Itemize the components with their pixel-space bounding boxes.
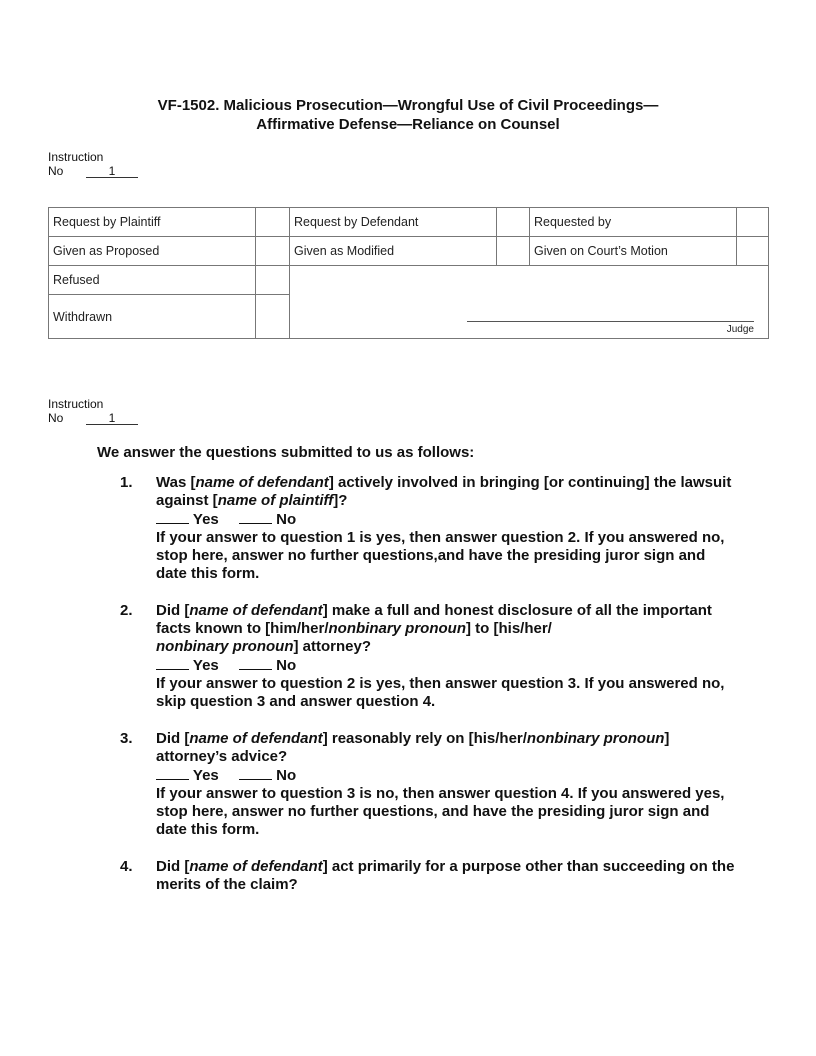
given-as-proposed-box[interactable] bbox=[256, 237, 290, 266]
given-as-proposed-label: Given as Proposed bbox=[49, 237, 256, 266]
no-blank[interactable] bbox=[239, 510, 272, 524]
yes-label: Yes bbox=[192, 511, 219, 528]
instruction-no-field[interactable]: 1 bbox=[86, 164, 138, 178]
yes-no-answer bbox=[156, 766, 737, 785]
no-label: No bbox=[276, 511, 297, 528]
request-by-plaintiff-label: Request by Plaintiff bbox=[49, 208, 256, 237]
instruction-number-bottom bbox=[48, 397, 138, 425]
yes-blank[interactable] bbox=[156, 766, 189, 780]
question-number: 1. bbox=[120, 474, 133, 491]
question-text: Did [name of defendant] reasonably rely on [his/her/nonbinary pronoun] attorney’s advice? bbox=[156, 730, 670, 765]
yes-blank[interactable] bbox=[156, 656, 189, 670]
instruction-number-top bbox=[48, 150, 138, 178]
request-disposition-table bbox=[48, 207, 769, 339]
given-on-courts-motion-label: Given on Court’s Motion bbox=[530, 237, 737, 266]
instruction-no-field[interactable]: 1 bbox=[86, 411, 138, 425]
instruction-no-label: No bbox=[48, 411, 64, 425]
request-by-plaintiff-box[interactable] bbox=[256, 208, 290, 237]
question-number: 2. bbox=[120, 602, 133, 619]
judge-signature-area[interactable] bbox=[290, 266, 769, 339]
judge-label: Judge bbox=[726, 324, 754, 335]
instruction-label: Instruction bbox=[48, 150, 104, 164]
question-3 bbox=[97, 730, 737, 839]
verdict-form-body bbox=[97, 444, 737, 894]
question-4 bbox=[97, 858, 737, 894]
question-instruction: If your answer to question 2 is yes, then answer question 3. If you answered no, skip question 3 and answer question 4. bbox=[156, 675, 725, 710]
question-instruction: If your answer to question 3 is no, then answer question 4. If you answered yes, stop here, answer no further questions, and have the presiding juror sign and date this form. bbox=[156, 785, 725, 838]
form-intro: We answer the questions submitted to us as follows: bbox=[97, 444, 475, 461]
request-by-defendant-label: Request by Defendant bbox=[290, 208, 497, 237]
withdrawn-label: Withdrawn bbox=[49, 295, 256, 339]
no-label: No bbox=[276, 767, 297, 784]
document-title bbox=[0, 96, 816, 134]
instruction-label: Instruction bbox=[48, 397, 104, 411]
no-blank[interactable] bbox=[239, 766, 272, 780]
question-number: 3. bbox=[120, 730, 133, 747]
question-instruction: If your answer to question 1 is yes, then answer question 2. If you answered no, stop here, answer no further questions,and have the presiding juror sign and date this form. bbox=[156, 529, 725, 582]
question-text: Was [name of defendant] actively involved in bringing [or continuing] the lawsuit against [name of plaintiff]? bbox=[156, 474, 732, 509]
no-blank[interactable] bbox=[239, 656, 272, 670]
yes-blank[interactable] bbox=[156, 510, 189, 524]
yes-no-answer bbox=[156, 656, 737, 675]
yes-no-answer bbox=[156, 510, 737, 529]
yes-label: Yes bbox=[192, 767, 219, 784]
question-2 bbox=[97, 602, 737, 711]
given-on-courts-motion-box[interactable] bbox=[737, 237, 769, 266]
request-by-defendant-box[interactable] bbox=[497, 208, 530, 237]
question-text: Did [name of defendant] make a full and honest disclosure of all the important facts known to [him/her/nonbinary pronoun] to [his/her/ nonbinary pronoun] attorney? bbox=[156, 602, 712, 655]
no-label: No bbox=[276, 657, 297, 674]
refused-box[interactable] bbox=[256, 266, 290, 295]
withdrawn-box[interactable] bbox=[256, 295, 290, 339]
question-text: Did [name of defendant] act primarily for a purpose other than succeeding on the merits of the claim? bbox=[156, 858, 735, 893]
instruction-no-label: No bbox=[48, 164, 64, 178]
yes-label: Yes bbox=[192, 657, 219, 674]
given-as-modified-box[interactable] bbox=[497, 237, 530, 266]
requested-by-box[interactable] bbox=[737, 208, 769, 237]
judge-signature-line bbox=[467, 321, 754, 322]
question-number: 4. bbox=[120, 858, 133, 875]
refused-label: Refused bbox=[49, 266, 256, 295]
given-as-modified-label: Given as Modified bbox=[290, 237, 497, 266]
requested-by-label: Requested by bbox=[530, 208, 737, 237]
title-line-1: VF-1502. Malicious Prosecution—Wrongful Use of Civil Proceedings— bbox=[157, 97, 659, 114]
question-1 bbox=[97, 474, 737, 583]
title-line-2: Affirmative Defense—Reliance on Counsel bbox=[256, 116, 560, 133]
